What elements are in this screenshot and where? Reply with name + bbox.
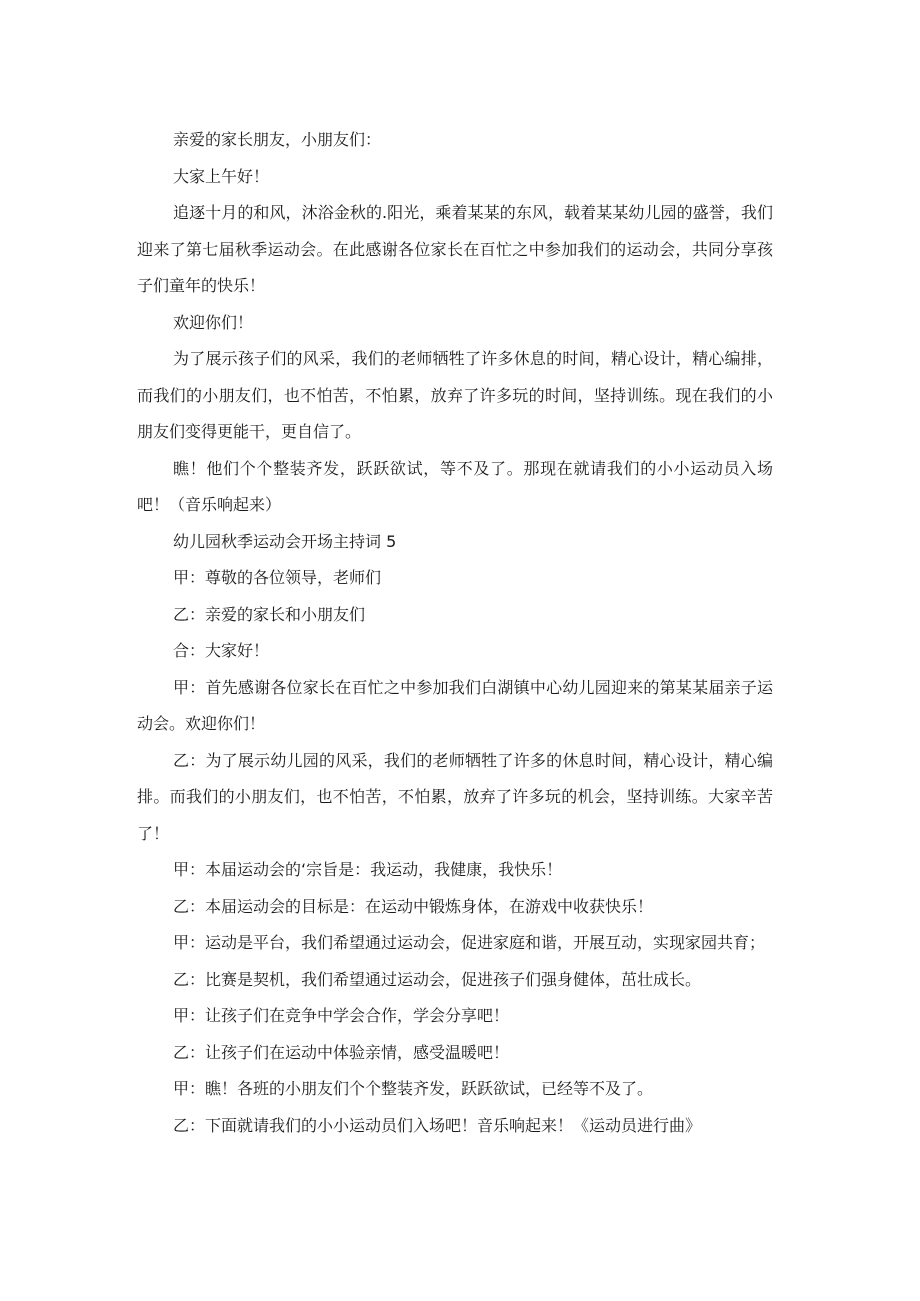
paragraph-jia-1: 甲：尊敬的各位领导，老师们 xyxy=(173,568,382,587)
paragraph-jia-6: 甲：瞧！各班的小朋友们个个整装齐发，跃跃欲试，已经等不及了。 xyxy=(173,1079,654,1098)
section-heading: 幼儿园秋季运动会开场主持词 5 xyxy=(173,531,397,551)
paragraph-jia-3: 甲：本届运动会的‘宗旨是：我运动，我健康，我快乐！ xyxy=(173,860,563,879)
paragraph-yi-2: 乙：为了展示幼儿园的风采，我们的老师牺牲了许多的休息时间，精心设计，精心编排。而我们的小朋友们，也不怕苦，不怕累，放弃了许多玩的机会，坚持训练。大家辛苦了！ xyxy=(137,750,773,843)
paragraph-yi-4: 乙：比赛是契机，我们希望通过运动会，促进孩子们强身健体，茁壮成长。 xyxy=(173,969,702,989)
paragraph-welcome: 欢迎你们！ xyxy=(173,312,254,332)
document-body xyxy=(137,122,773,1144)
paragraph-yi-3: 乙：本届运动会的目标是：在运动中锻炼身体，在游戏中收获快乐！ xyxy=(173,896,654,916)
paragraph-good-morning: 大家上午好！ xyxy=(173,166,270,186)
paragraph-greeting: 亲爱的家长朋友，小朋友们： xyxy=(173,130,382,149)
paragraph-jia-4: 甲：运动是平台，我们希望通过运动会，促进家庭和谐，开展互动，实现家园共育； xyxy=(173,933,766,952)
paragraph-jia-5: 甲：让孩子们在竞争中学会合作，学会分享吧！ xyxy=(173,1006,510,1025)
paragraph-opening: 追逐十月的和风，沐浴金秋的.阳光，乘着某某的东风，载着某某幼儿园的盛誉，我们迎来了第七届秋季运动会。在此感谢各位家长在百忙之中参加我们的运动会，共同分享孩子们童年的快乐！ xyxy=(137,203,773,295)
paragraph-entrance: 瞧！他们个个整装齐发，跃跃欲试，等不及了。那现在就请我们的小小运动员入场吧！（音乐响起来） xyxy=(137,458,773,514)
paragraph-yi-1: 乙：亲爱的家长和小朋友们 xyxy=(173,604,366,624)
paragraph-yi-6: 乙：下面就请我们的小小运动员们入场吧！音乐响起来！《运动员进行曲》 xyxy=(173,1115,702,1135)
paragraph-showcase: 为了展示孩子们的风采，我们的老师牺牲了许多休息的时间，精心设计，精心编排，而我们的小朋友们，也不怕苦，不怕累，放弃了许多玩的时间，坚持训练。现在我们的小朋友们变得更能干，更自信了。 xyxy=(137,349,773,441)
paragraph-yi-5: 乙：让孩子们在运动中体验亲情，感受温暖吧！ xyxy=(173,1042,510,1062)
paragraph-jia-2: 甲：首先感谢各位家长在百忙之中参加我们白湖镇中心幼儿园迎来的第某某届亲子运动会。欢迎你们！ xyxy=(137,677,773,733)
paragraph-he: 合：大家好！ xyxy=(173,641,270,660)
